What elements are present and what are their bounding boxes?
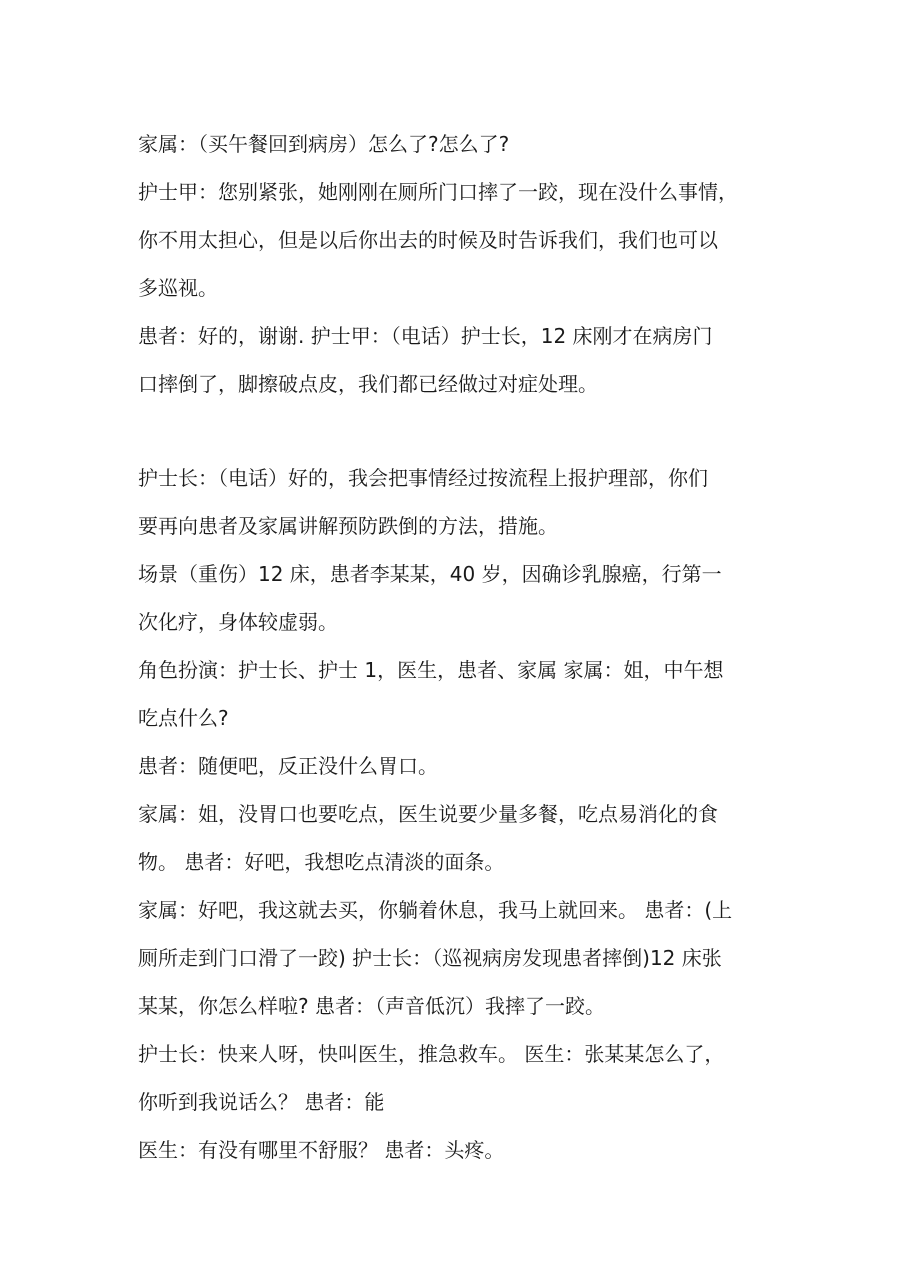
text-line: 多巡视。 (138, 276, 218, 300)
text-line: 吃点什么? (138, 706, 229, 730)
text-line: 某某，你怎么样啦? 患者：（声音低沉）我摔了一跤。 (138, 994, 605, 1018)
text-line: 医生：有没有哪里不舒服？ 患者：头疼。 (138, 1138, 505, 1162)
text-line: 家属：好吧，我这就去买，你躺着休息，我马上就回来。 患者：(上 (138, 898, 733, 922)
text-line: 护士长：快来人呀，快叫医生，推急救车。 医生：张某某怎么了， (138, 1042, 725, 1066)
text-line: 角色扮演：护士长、护士 1，医生，患者、家属 家属：姐，中午想 (138, 658, 724, 682)
text-line: 家属：（买午餐回到病房）怎么了?怎么了? (138, 132, 510, 156)
text-line: 护士甲：您别紧张，她刚刚在厕所门口摔了一跤，现在没什么事情， (138, 180, 738, 204)
text-line: 患者：随便吧，反正没什么胃口。 (138, 754, 438, 778)
text-line: 口摔倒了，脚擦破点皮，我们都已经做过对症处理。 (138, 372, 598, 396)
paragraph-head-nurse (138, 454, 788, 1174)
text-line: 你听到我说话么？ 患者：能 (138, 1090, 385, 1114)
text-line: 次化疗，身体较虚弱。 (138, 610, 338, 634)
text-line: 场景（重伤）12 床，患者李某某，40 岁，因确诊乳腺癌，行第一 (138, 562, 722, 586)
text-line: 要再向患者及家属讲解预防跌倒的方法，措施。 (138, 514, 558, 538)
paragraph-family-asks (138, 120, 788, 408)
text-line: 患者：好的，谢谢. 护士甲：（电话）护士长，12 床刚才在病房门 (138, 324, 713, 348)
text-line: 家属：姐，没胃口也要吃点，医生说要少量多餐，吃点易消化的食 (138, 802, 718, 826)
text-line: 你不用太担心，但是以后你出去的时候及时告诉我们，我们也可以 (138, 228, 718, 252)
text-line: 厕所走到门口滑了一跤) 护士长：（巡视病房发现患者摔倒)12 床张 (138, 946, 722, 970)
text-line: 物。 患者：好吧，我想吃点清淡的面条。 (138, 850, 505, 874)
text-line: 护士长：（电话）好的，我会把事情经过按流程上报护理部，你们 (138, 466, 708, 490)
